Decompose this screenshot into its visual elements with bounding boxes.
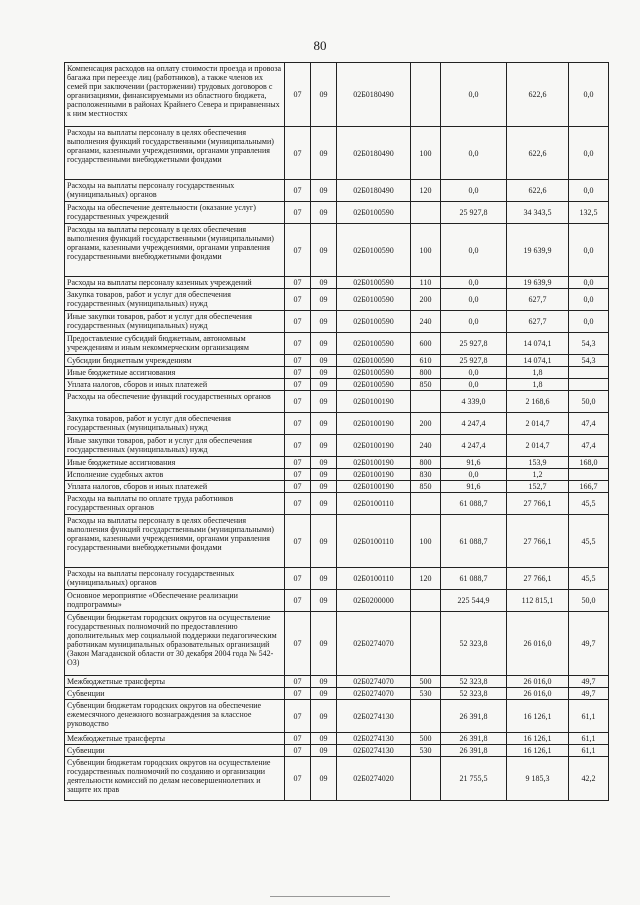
subsection-code-cell: 09 [311, 700, 337, 733]
approved-amount-cell: 61 088,7 [441, 493, 507, 515]
target-article-cell: 02Б0100110 [337, 493, 411, 515]
executed-amount-cell: 622,6 [507, 63, 569, 127]
expense-name-cell: Расходы на выплаты персоналу в целях обеспечения выполнения функций государственными (муниципальными) органами, казенными учреждениями, органами управления государственными внебюджетными фондами [65, 515, 285, 568]
expense-name-cell: Уплата налогов, сборов и иных платежей [65, 379, 285, 391]
section-code-cell: 07 [285, 289, 311, 311]
executed-amount-cell: 1,2 [507, 469, 569, 481]
approved-amount-cell: 225 544,9 [441, 590, 507, 612]
table-row [65, 493, 609, 515]
section-code-cell: 07 [285, 676, 311, 688]
executed-amount-cell: 16 126,1 [507, 733, 569, 745]
percent-cell: 49,7 [569, 688, 609, 700]
expense-type-cell: 100 [411, 224, 441, 277]
section-code-cell: 07 [285, 493, 311, 515]
table-row [65, 435, 609, 457]
table-row [65, 700, 609, 733]
approved-amount-cell: 4 247,4 [441, 435, 507, 457]
table-row [65, 568, 609, 590]
section-code-cell: 07 [285, 333, 311, 355]
executed-amount-cell: 627,7 [507, 289, 569, 311]
approved-amount-cell: 91,6 [441, 481, 507, 493]
target-article-cell: 02Б0100190 [337, 413, 411, 435]
target-article-cell: 02Б0100590 [337, 289, 411, 311]
subsection-code-cell: 09 [311, 481, 337, 493]
section-code-cell: 07 [285, 391, 311, 413]
budget-table [64, 62, 609, 801]
subsection-code-cell: 09 [311, 367, 337, 379]
subsection-code-cell: 09 [311, 757, 337, 801]
expense-name-cell: Расходы на выплаты персоналу государственных (муниципальных) органов [65, 180, 285, 202]
percent-cell: 0,0 [569, 63, 609, 127]
table-row [65, 367, 609, 379]
expense-name-cell: Расходы на выплаты персоналу в целях обеспечения выполнения функций государственными (муниципальными) органами, казенными учреждениями, органами управления государственными внебюджетными фондами [65, 127, 285, 180]
expense-name-cell: Уплата налогов, сборов и иных платежей [65, 481, 285, 493]
target-article-cell: 02Б0100590 [337, 333, 411, 355]
target-article-cell: 02Б0100590 [337, 379, 411, 391]
table-row [65, 745, 609, 757]
target-article-cell: 02Б0100110 [337, 568, 411, 590]
executed-amount-cell: 16 126,1 [507, 745, 569, 757]
target-article-cell: 02Б0100190 [337, 457, 411, 469]
subsection-code-cell: 09 [311, 590, 337, 612]
expense-type-cell: 800 [411, 457, 441, 469]
subsection-code-cell: 09 [311, 688, 337, 700]
subsection-code-cell: 09 [311, 311, 337, 333]
subsection-code-cell: 09 [311, 202, 337, 224]
approved-amount-cell: 52 323,8 [441, 612, 507, 676]
percent-cell: 42,2 [569, 757, 609, 801]
section-code-cell: 07 [285, 127, 311, 180]
subsection-code-cell: 09 [311, 379, 337, 391]
expense-type-cell: 100 [411, 127, 441, 180]
expense-type-cell [411, 590, 441, 612]
expense-type-cell [411, 700, 441, 733]
subsection-code-cell: 09 [311, 676, 337, 688]
executed-amount-cell: 19 639,9 [507, 277, 569, 289]
percent-cell: 47,4 [569, 413, 609, 435]
executed-amount-cell: 622,6 [507, 180, 569, 202]
table-row [65, 289, 609, 311]
approved-amount-cell: 4 339,0 [441, 391, 507, 413]
executed-amount-cell: 1,8 [507, 379, 569, 391]
executed-amount-cell: 622,6 [507, 127, 569, 180]
expense-name-cell: Иные закупки товаров, работ и услуг для обеспечения государственных (муниципальных) нужд [65, 435, 285, 457]
subsection-code-cell: 09 [311, 745, 337, 757]
executed-amount-cell: 19 639,9 [507, 224, 569, 277]
approved-amount-cell: 91,6 [441, 457, 507, 469]
percent-cell: 45,5 [569, 493, 609, 515]
section-code-cell: 07 [285, 63, 311, 127]
section-code-cell: 07 [285, 457, 311, 469]
table-row [65, 676, 609, 688]
subsection-code-cell: 09 [311, 469, 337, 481]
section-code-cell: 07 [285, 311, 311, 333]
footer-mark [270, 896, 390, 897]
expense-name-cell: Субвенции [65, 745, 285, 757]
expense-type-cell: 610 [411, 355, 441, 367]
target-article-cell: 02Б0274130 [337, 733, 411, 745]
target-article-cell: 02Б0100110 [337, 515, 411, 568]
target-article-cell: 02Б0274070 [337, 676, 411, 688]
table-row [65, 355, 609, 367]
executed-amount-cell: 34 343,5 [507, 202, 569, 224]
subsection-code-cell: 09 [311, 127, 337, 180]
expense-type-cell: 120 [411, 568, 441, 590]
table-row [65, 180, 609, 202]
target-article-cell: 02Б0100190 [337, 391, 411, 413]
table-row [65, 311, 609, 333]
executed-amount-cell: 2 014,7 [507, 413, 569, 435]
target-article-cell: 02Б0100590 [337, 311, 411, 333]
expense-name-cell: Иные бюджетные ассигнования [65, 367, 285, 379]
table-row [65, 391, 609, 413]
approved-amount-cell: 0,0 [441, 311, 507, 333]
table-row [65, 515, 609, 568]
target-article-cell: 02Б0200000 [337, 590, 411, 612]
section-code-cell: 07 [285, 745, 311, 757]
percent-cell: 54,3 [569, 355, 609, 367]
approved-amount-cell: 61 088,7 [441, 515, 507, 568]
table-row [65, 379, 609, 391]
expense-type-cell: 110 [411, 277, 441, 289]
table-row [65, 733, 609, 745]
page-number: 80 [313, 38, 327, 53]
expense-name-cell: Основное мероприятие «Обеспечение реализации подпрограммы» [65, 590, 285, 612]
target-article-cell: 02Б0274020 [337, 757, 411, 801]
section-code-cell: 07 [285, 379, 311, 391]
section-code-cell: 07 [285, 435, 311, 457]
approved-amount-cell: 25 927,8 [441, 202, 507, 224]
approved-amount-cell: 26 391,8 [441, 700, 507, 733]
expense-type-cell [411, 391, 441, 413]
expense-type-cell: 850 [411, 481, 441, 493]
approved-amount-cell: 0,0 [441, 127, 507, 180]
percent-cell: 50,0 [569, 391, 609, 413]
expense-name-cell: Закупка товаров, работ и услуг для обеспечения государственных (муниципальных) нужд [65, 413, 285, 435]
percent-cell: 47,4 [569, 435, 609, 457]
target-article-cell: 02Б0180490 [337, 180, 411, 202]
table-row [65, 277, 609, 289]
table-row [65, 612, 609, 676]
section-code-cell: 07 [285, 700, 311, 733]
table-row [65, 63, 609, 127]
approved-amount-cell: 26 391,8 [441, 733, 507, 745]
approved-amount-cell: 0,0 [441, 180, 507, 202]
target-article-cell: 02Б0100190 [337, 481, 411, 493]
percent-cell: 49,7 [569, 612, 609, 676]
table-row [65, 224, 609, 277]
percent-cell [569, 367, 609, 379]
expense-type-cell: 850 [411, 379, 441, 391]
approved-amount-cell: 0,0 [441, 224, 507, 277]
executed-amount-cell: 2 014,7 [507, 435, 569, 457]
subsection-code-cell: 09 [311, 413, 337, 435]
executed-amount-cell: 16 126,1 [507, 700, 569, 733]
table-body [65, 63, 609, 801]
section-code-cell: 07 [285, 733, 311, 745]
expense-name-cell: Компенсация расходов на оплату стоимости проезда и провоза багажа при переезде лиц (работников), а также членов их семей при заключении (расторжении) трудовых договоров с организациями, финансируемыми из областного бюджета, расположенными в районах Крайнего Севера и приравненных к ним местностях [65, 63, 285, 127]
percent-cell: 61,1 [569, 745, 609, 757]
executed-amount-cell: 14 074,1 [507, 333, 569, 355]
expense-name-cell: Иные бюджетные ассигнования [65, 457, 285, 469]
approved-amount-cell: 0,0 [441, 367, 507, 379]
expense-name-cell: Субвенции бюджетам городских округов на обеспечение ежемесячного денежного вознаграждения за классное руководство [65, 700, 285, 733]
expense-name-cell: Расходы на выплаты персоналу в целях обеспечения выполнения функций государственными (муниципальными) органами, казенными учреждениями, органами управления государственными внебюджетными фондами [65, 224, 285, 277]
section-code-cell: 07 [285, 202, 311, 224]
subsection-code-cell: 09 [311, 568, 337, 590]
subsection-code-cell: 09 [311, 63, 337, 127]
executed-amount-cell: 26 016,0 [507, 612, 569, 676]
section-code-cell: 07 [285, 568, 311, 590]
table-row [65, 333, 609, 355]
expense-type-cell: 240 [411, 311, 441, 333]
percent-cell: 61,1 [569, 700, 609, 733]
percent-cell: 168,0 [569, 457, 609, 469]
percent-cell [569, 379, 609, 391]
section-code-cell: 07 [285, 757, 311, 801]
section-code-cell: 07 [285, 413, 311, 435]
section-code-cell: 07 [285, 180, 311, 202]
expense-type-cell: 200 [411, 413, 441, 435]
executed-amount-cell: 27 766,1 [507, 568, 569, 590]
percent-cell: 0,0 [569, 277, 609, 289]
approved-amount-cell: 0,0 [441, 469, 507, 481]
approved-amount-cell: 0,0 [441, 289, 507, 311]
expense-name-cell: Иные закупки товаров, работ и услуг для обеспечения государственных (муниципальных) нужд [65, 311, 285, 333]
executed-amount-cell: 27 766,1 [507, 515, 569, 568]
section-code-cell: 07 [285, 688, 311, 700]
subsection-code-cell: 09 [311, 435, 337, 457]
percent-cell: 61,1 [569, 733, 609, 745]
expense-type-cell: 530 [411, 745, 441, 757]
executed-amount-cell: 112 815,1 [507, 590, 569, 612]
expense-name-cell: Расходы на выплаты по оплате труда работников государственных органов [65, 493, 285, 515]
percent-cell: 0,0 [569, 180, 609, 202]
expense-name-cell: Расходы на выплаты персоналу государственных (муниципальных) органов [65, 568, 285, 590]
table-row [65, 413, 609, 435]
expense-name-cell: Расходы на обеспечение деятельности (оказание услуг) государственных учреждений [65, 202, 285, 224]
expense-name-cell: Расходы на выплаты персоналу казенных учреждений [65, 277, 285, 289]
percent-cell: 49,7 [569, 676, 609, 688]
subsection-code-cell: 09 [311, 289, 337, 311]
target-article-cell: 02Б0180490 [337, 127, 411, 180]
subsection-code-cell: 09 [311, 180, 337, 202]
target-article-cell: 02Б0100590 [337, 355, 411, 367]
table-row [65, 481, 609, 493]
expense-name-cell: Предоставление субсидий бюджетным, автономным учреждениям и иным некоммерческим организациям [65, 333, 285, 355]
approved-amount-cell: 0,0 [441, 63, 507, 127]
subsection-code-cell: 09 [311, 493, 337, 515]
expense-name-cell: Расходы на обеспечение функций государственных органов [65, 391, 285, 413]
percent-cell: 132,5 [569, 202, 609, 224]
expense-name-cell: Закупка товаров, работ и услуг для обеспечения государственных (муниципальных) нужд [65, 289, 285, 311]
approved-amount-cell: 25 927,8 [441, 333, 507, 355]
expense-type-cell: 500 [411, 676, 441, 688]
percent-cell: 54,3 [569, 333, 609, 355]
executed-amount-cell: 153,9 [507, 457, 569, 469]
target-article-cell: 02Б0180490 [337, 63, 411, 127]
target-article-cell: 02Б0100190 [337, 435, 411, 457]
section-code-cell: 07 [285, 277, 311, 289]
percent-cell: 45,5 [569, 515, 609, 568]
section-code-cell: 07 [285, 612, 311, 676]
approved-amount-cell: 4 247,4 [441, 413, 507, 435]
section-code-cell: 07 [285, 469, 311, 481]
approved-amount-cell: 25 927,8 [441, 355, 507, 367]
target-article-cell: 02Б0274130 [337, 745, 411, 757]
percent-cell [569, 469, 609, 481]
target-article-cell: 02Б0274070 [337, 612, 411, 676]
section-code-cell: 07 [285, 224, 311, 277]
expense-name-cell: Субсидии бюджетным учреждениям [65, 355, 285, 367]
approved-amount-cell: 21 755,5 [441, 757, 507, 801]
expense-type-cell [411, 612, 441, 676]
expense-name-cell: Межбюджетные трансферты [65, 676, 285, 688]
table-row [65, 457, 609, 469]
target-article-cell: 02Б0274070 [337, 688, 411, 700]
table-row [65, 757, 609, 801]
expense-name-cell: Субвенции бюджетам городских округов на осуществление государственных полномочий по предоставлению дополнительных мер социальной поддержки педагогическим работникам муниципальных образовательных организаций (Закон Магаданской области от 30 декабря 2004 года № 542-ОЗ) [65, 612, 285, 676]
percent-cell: 0,0 [569, 289, 609, 311]
target-article-cell: 02Б0100590 [337, 224, 411, 277]
expense-type-cell [411, 757, 441, 801]
subsection-code-cell: 09 [311, 355, 337, 367]
expense-type-cell: 100 [411, 515, 441, 568]
table-row [65, 688, 609, 700]
expense-name-cell: Исполнение судебных актов [65, 469, 285, 481]
percent-cell: 45,5 [569, 568, 609, 590]
subsection-code-cell: 09 [311, 515, 337, 568]
target-article-cell: 02Б0100590 [337, 367, 411, 379]
executed-amount-cell: 152,7 [507, 481, 569, 493]
table-row [65, 590, 609, 612]
target-article-cell: 02Б0100190 [337, 469, 411, 481]
executed-amount-cell: 627,7 [507, 311, 569, 333]
percent-cell: 50,0 [569, 590, 609, 612]
executed-amount-cell: 26 016,0 [507, 676, 569, 688]
percent-cell: 0,0 [569, 311, 609, 333]
executed-amount-cell: 1,8 [507, 367, 569, 379]
expense-type-cell: 800 [411, 367, 441, 379]
executed-amount-cell: 9 185,3 [507, 757, 569, 801]
subsection-code-cell: 09 [311, 391, 337, 413]
expense-name-cell: Субвенции бюджетам городских округов на осуществление государственных полномочий по созданию и организации деятельности комиссий по делам несовершеннолетних и защите их прав [65, 757, 285, 801]
section-code-cell: 07 [285, 355, 311, 367]
subsection-code-cell: 09 [311, 612, 337, 676]
table-row [65, 202, 609, 224]
subsection-code-cell: 09 [311, 277, 337, 289]
expense-type-cell: 530 [411, 688, 441, 700]
percent-cell: 0,0 [569, 224, 609, 277]
table-row [65, 127, 609, 180]
table-row [65, 469, 609, 481]
executed-amount-cell: 14 074,1 [507, 355, 569, 367]
approved-amount-cell: 26 391,8 [441, 745, 507, 757]
target-article-cell: 02Б0100590 [337, 202, 411, 224]
approved-amount-cell: 61 088,7 [441, 568, 507, 590]
expense-type-cell [411, 202, 441, 224]
section-code-cell: 07 [285, 590, 311, 612]
approved-amount-cell: 52 323,8 [441, 688, 507, 700]
expense-name-cell: Межбюджетные трансферты [65, 733, 285, 745]
approved-amount-cell: 52 323,8 [441, 676, 507, 688]
subsection-code-cell: 09 [311, 333, 337, 355]
expense-type-cell [411, 493, 441, 515]
expense-type-cell: 240 [411, 435, 441, 457]
subsection-code-cell: 09 [311, 224, 337, 277]
expense-type-cell: 600 [411, 333, 441, 355]
section-code-cell: 07 [285, 481, 311, 493]
target-article-cell: 02Б0274130 [337, 700, 411, 733]
approved-amount-cell: 0,0 [441, 277, 507, 289]
percent-cell: 166,7 [569, 481, 609, 493]
expense-name-cell: Субвенции [65, 688, 285, 700]
expense-type-cell: 120 [411, 180, 441, 202]
expense-type-cell [411, 63, 441, 127]
expense-type-cell: 200 [411, 289, 441, 311]
executed-amount-cell: 2 168,6 [507, 391, 569, 413]
target-article-cell: 02Б0100590 [337, 277, 411, 289]
percent-cell: 0,0 [569, 127, 609, 180]
subsection-code-cell: 09 [311, 733, 337, 745]
approved-amount-cell: 0,0 [441, 379, 507, 391]
expense-type-cell: 500 [411, 733, 441, 745]
executed-amount-cell: 26 016,0 [507, 688, 569, 700]
section-code-cell: 07 [285, 515, 311, 568]
subsection-code-cell: 09 [311, 457, 337, 469]
section-code-cell: 07 [285, 367, 311, 379]
executed-amount-cell: 27 766,1 [507, 493, 569, 515]
expense-type-cell: 830 [411, 469, 441, 481]
